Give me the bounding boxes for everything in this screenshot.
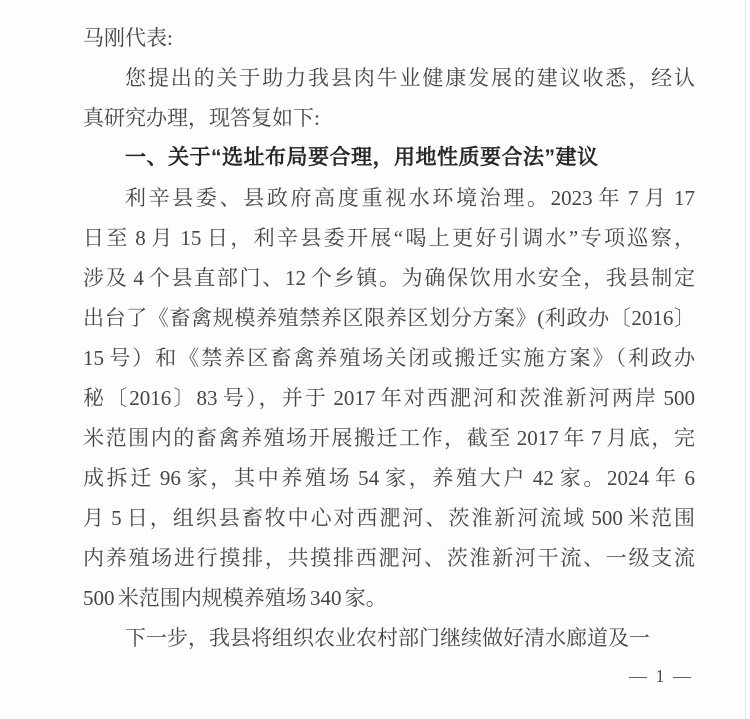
- body-line: 真研究办理，现答复如下:: [83, 106, 320, 130]
- body-line: 米范围内的畜禽养殖场开展搬迁工作，截至 2017 年 7 月底，完: [83, 426, 695, 450]
- body-line: 成拆迁 96 家，其中养殖场 54 家，养殖大户 42 家。2024 年 6: [83, 466, 695, 490]
- body-line: 月 5 日，组织县畜牧中心对西淝河、茨淮新河流域 500 米范围: [83, 506, 695, 530]
- body-line: 出台了《畜禽规模养殖禁养区限养区划分方案》(利政办〔2016〕: [83, 306, 695, 330]
- body-line: 15 号）和《禁养区畜禽养殖场关闭或搬迁实施方案》（利政办: [83, 346, 695, 370]
- document-body: [83, 58, 695, 658]
- body-line: 内养殖场进行摸排，共摸排西淝河、茨淮新河干流、一级支流: [83, 546, 695, 570]
- body-line: 下一步，我县将组织农业农村部门继续做好清水廊道及一: [125, 626, 650, 650]
- heading-line: 一、关于“选址布局要合理，用地性质要合法”建议: [125, 146, 599, 169]
- body-line: 涉及 4 个县直部门、12 个乡镇。为确保饮用水安全，我县制定: [83, 266, 695, 290]
- body-line: 500 米范围内规模养殖场 340 家。: [83, 586, 387, 610]
- page-number: — 1 —: [629, 666, 693, 686]
- scan-edge-line: [745, 0, 746, 719]
- body-line: 您提出的关于助力我县肉牛业健康发展的建议收悉，经认: [125, 66, 695, 90]
- document-content: [83, 18, 695, 658]
- body-line: 利辛县委、县政府高度重视水环境治理。2023 年 7 月 17: [125, 186, 695, 210]
- body-line: 日至 8 月 15 日，利辛县委开展“喝上更好引调水”专项巡察，: [83, 226, 695, 250]
- body-line: 秘〔2016〕83 号），并于 2017 年对西淝河和茨淮新河两岸 500: [83, 386, 695, 410]
- salutation: 马刚代表:: [83, 26, 173, 50]
